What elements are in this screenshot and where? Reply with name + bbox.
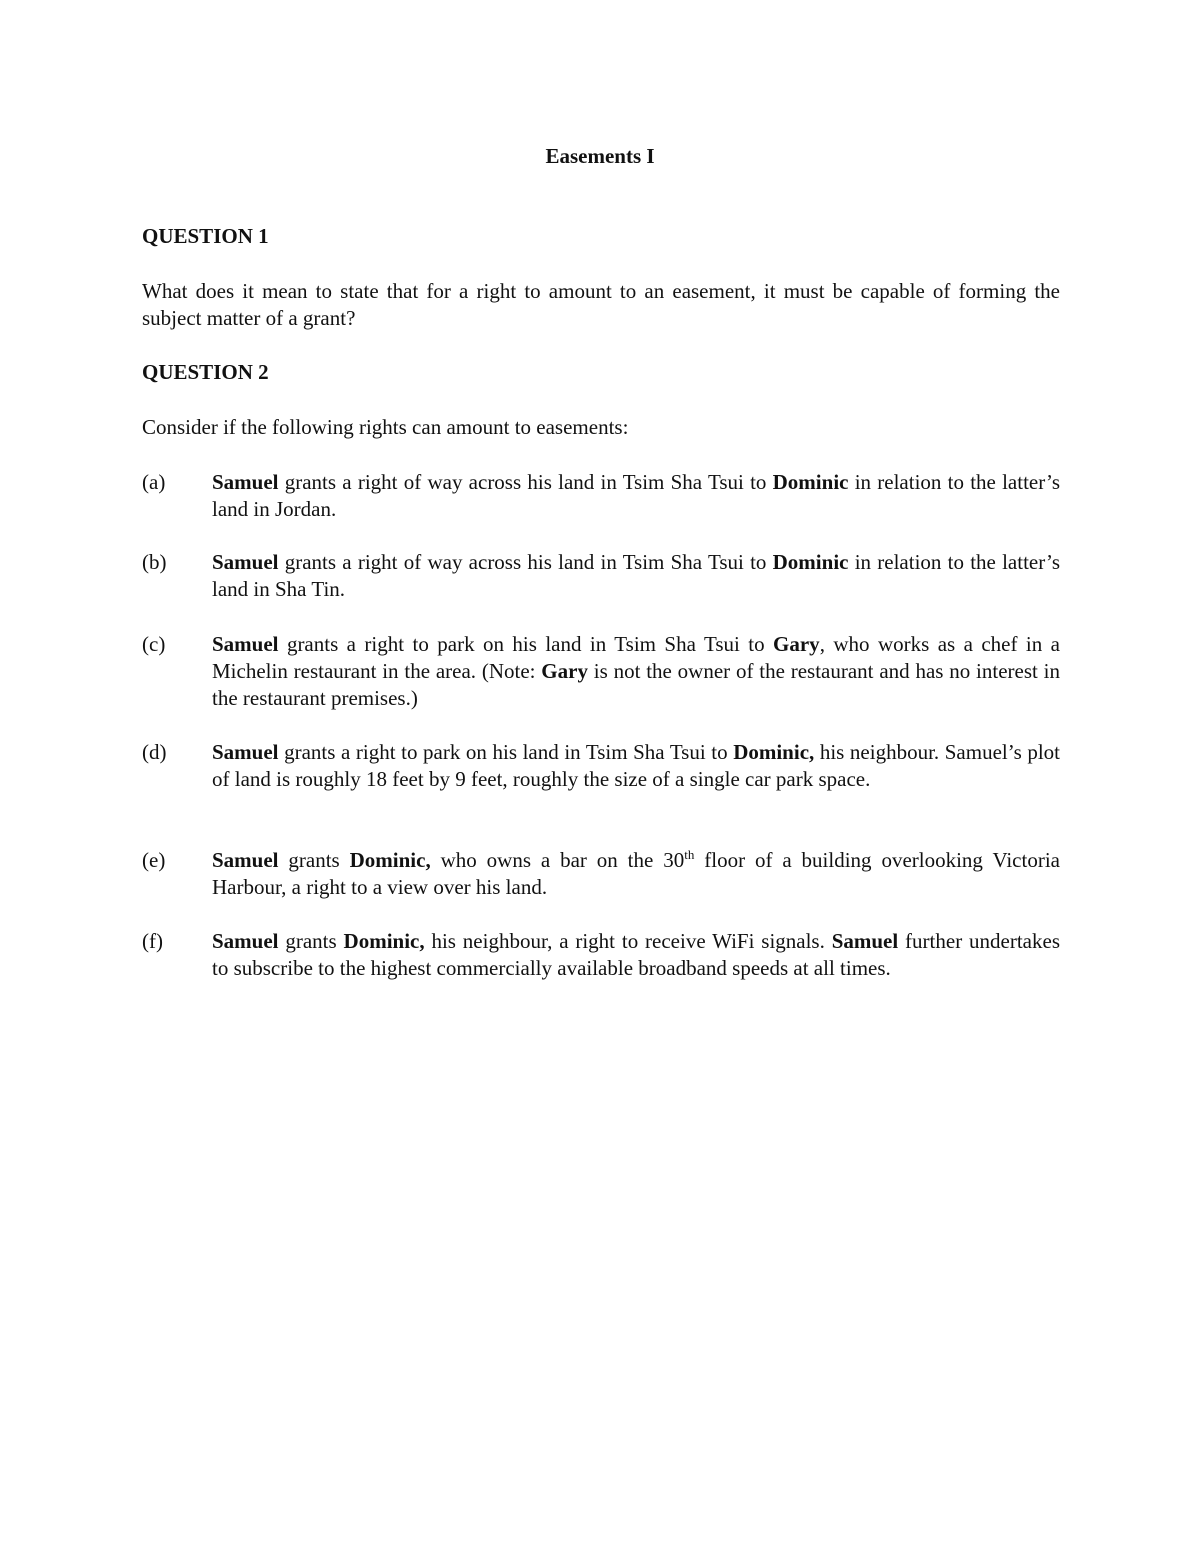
item-text: Samuel grants a right of way across his land in Tsim Sha Tsui to Dominic in relation to the latter’s land in Sha Tin. bbox=[212, 550, 1061, 601]
question-2-intro: Consider if the following rights can amount to easements: bbox=[142, 415, 629, 439]
item-letter: (f) bbox=[142, 929, 163, 953]
item-text: Samuel grants Dominic, who owns a bar on the 30th floor of a building overlooking Victoria Harbour, a right to a view over his land. bbox=[212, 847, 1060, 899]
question-1-heading: QUESTION 1 bbox=[142, 224, 269, 248]
item-text: Samuel grants a right to park on his land in Tsim Sha Tsui to Gary, who works as a chef in a Michelin restaurant in the area. (Note: Gary is not the owner of the restaurant and has no interest in the restaurant premises.) bbox=[212, 632, 1061, 710]
question-2-heading: QUESTION 2 bbox=[142, 360, 269, 384]
document-title: Easements I bbox=[545, 144, 655, 168]
item-letter: (b) bbox=[142, 550, 167, 574]
item-text: Samuel grants a right to park on his land in Tsim Sha Tsui to Dominic, his neighbour. Samuel’s plot of land is roughly 18 feet by 9 feet, roughly the size of a single car park space. bbox=[212, 740, 1060, 791]
item-letter: (d) bbox=[142, 740, 167, 764]
item-letter: (c) bbox=[142, 632, 166, 656]
item-letter: (a) bbox=[142, 470, 166, 494]
item-letter: (e) bbox=[142, 848, 166, 872]
question-1-text: What does it mean to state that for a right to amount to an easement, it must be capable of forming the subject matter of a grant? bbox=[142, 279, 1060, 330]
item-text: Samuel grants a right of way across his land in Tsim Sha Tsui to Dominic in relation to the latter’s land in Jordan. bbox=[212, 470, 1061, 521]
item-text: Samuel grants Dominic, his neighbour, a right to receive WiFi signals. Samuel further undertakes to subscribe to the highest commercially available broadband speeds at all times. bbox=[212, 929, 1060, 980]
